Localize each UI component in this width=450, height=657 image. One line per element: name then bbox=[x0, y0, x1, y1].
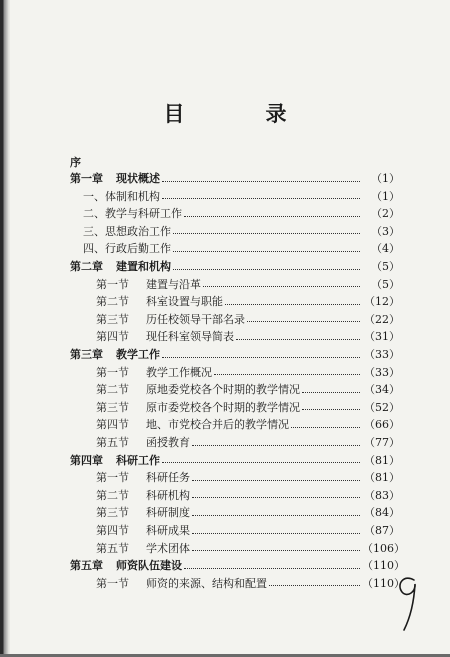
toc-entry-label bbox=[96, 293, 223, 309]
page-number: （31） bbox=[364, 330, 400, 344]
toc-entry-label bbox=[96, 328, 234, 344]
entry-title: 教学工作概况 bbox=[146, 365, 212, 379]
entry-title: 科研工作 bbox=[116, 453, 160, 467]
toc-entry-label bbox=[83, 240, 171, 256]
dot-leader bbox=[162, 173, 360, 182]
toc-section-row bbox=[96, 328, 400, 344]
page-number: （1） bbox=[371, 172, 400, 185]
entry-title: 师资的来源、结构和配置 bbox=[146, 576, 267, 590]
toc-entry-label bbox=[70, 170, 160, 186]
toc-section-row bbox=[96, 381, 400, 397]
chapter-number: 第四章 bbox=[70, 453, 103, 467]
dot-leader bbox=[225, 296, 360, 305]
entry-title: 函授教育 bbox=[146, 436, 190, 449]
page-number: （77） bbox=[364, 436, 400, 449]
page-number: （66） bbox=[364, 418, 400, 432]
page-number: （5） bbox=[371, 260, 400, 273]
toc-entry-label bbox=[96, 469, 190, 485]
dot-leader bbox=[192, 507, 360, 516]
entry-title: 原市委党校各个时期的教学情况 bbox=[146, 400, 300, 414]
toc-entry-label bbox=[96, 276, 201, 292]
entry-title: 教学工作 bbox=[116, 348, 160, 361]
dot-leader bbox=[184, 560, 360, 569]
entry-title: 师资队伍建设 bbox=[116, 559, 182, 573]
dot-leader bbox=[192, 489, 360, 498]
chapter-number: 第二章 bbox=[70, 260, 103, 273]
page-number: （34） bbox=[364, 383, 400, 397]
toc-section-row bbox=[96, 311, 400, 327]
toc-section-row bbox=[96, 416, 400, 432]
entry-title: 地、市党校合并后的教学情况 bbox=[146, 418, 289, 432]
dot-leader bbox=[192, 525, 360, 534]
dot-leader bbox=[203, 278, 360, 287]
toc-entry-label bbox=[96, 311, 245, 327]
section-number: 第二节 bbox=[96, 383, 129, 397]
dot-leader bbox=[192, 472, 360, 481]
toc-chapter-row bbox=[70, 258, 400, 274]
page-number: （5） bbox=[371, 277, 400, 291]
section-number: 第一节 bbox=[96, 365, 129, 379]
dot-leader bbox=[302, 384, 360, 393]
toc-section-row bbox=[96, 504, 400, 520]
dot-leader bbox=[192, 437, 360, 446]
page-number: （52） bbox=[364, 400, 400, 414]
toc-entry-label bbox=[70, 452, 160, 468]
entry-title: 科室设置与职能 bbox=[146, 295, 223, 309]
toc-entry-label bbox=[96, 487, 190, 503]
toc-chapter-row bbox=[70, 452, 400, 468]
page-number: （81） bbox=[364, 471, 400, 485]
entry-title: 历任校领导干部名录 bbox=[146, 312, 245, 326]
entry-title: 四、行政后勤工作 bbox=[83, 242, 171, 256]
dot-leader bbox=[184, 208, 360, 217]
page-number: （33） bbox=[364, 365, 400, 379]
toc-section-row bbox=[96, 540, 405, 556]
toc-preface bbox=[70, 154, 81, 170]
toc-entry-label bbox=[96, 504, 190, 520]
entry-title: 二、教学与科研工作 bbox=[83, 207, 182, 221]
dot-leader bbox=[173, 225, 360, 234]
page-number: （83） bbox=[364, 488, 400, 502]
toc-entry-label bbox=[96, 364, 212, 380]
toc-section-row bbox=[96, 276, 400, 292]
toc-entry-label bbox=[83, 188, 160, 204]
chapter-number: 第三章 bbox=[70, 348, 103, 361]
toc-entry-label bbox=[96, 434, 190, 450]
toc-section-row bbox=[96, 364, 400, 380]
entry-title: 学术团体 bbox=[146, 541, 190, 555]
toc-entry-label bbox=[96, 381, 300, 397]
toc-item-row bbox=[83, 223, 400, 239]
toc-entry-label bbox=[83, 205, 182, 221]
entry-title: 一、体制和机构 bbox=[83, 189, 160, 203]
page-number: （1） bbox=[371, 189, 400, 203]
toc-entry-label bbox=[83, 223, 171, 239]
chapter-number: 第一章 bbox=[70, 172, 103, 185]
entry-title: 科研任务 bbox=[146, 471, 190, 485]
section-number: 第三节 bbox=[96, 400, 129, 414]
dot-leader bbox=[162, 190, 360, 199]
chapter-number: 第五章 bbox=[70, 559, 103, 573]
toc-section-row bbox=[96, 522, 400, 538]
dot-leader bbox=[302, 401, 360, 410]
toc-entry-label bbox=[96, 399, 300, 415]
toc-entry-label bbox=[96, 416, 289, 432]
section-number: 第五节 bbox=[96, 541, 129, 555]
page-number: （81） bbox=[364, 453, 400, 467]
entry-title: 科研制度 bbox=[146, 506, 190, 520]
section-number: 第一节 bbox=[96, 471, 129, 485]
dot-leader bbox=[192, 542, 360, 551]
toc-section-row bbox=[96, 293, 400, 309]
dot-leader bbox=[162, 349, 360, 358]
section-number: 第四节 bbox=[96, 418, 129, 432]
section-number: 第一节 bbox=[96, 576, 129, 590]
dot-leader bbox=[214, 366, 360, 375]
toc-item-row bbox=[83, 240, 400, 256]
toc-entry-label bbox=[70, 258, 171, 274]
page-number: （110） bbox=[362, 576, 405, 590]
toc-item-row bbox=[83, 188, 400, 204]
dot-leader bbox=[291, 419, 360, 428]
toc-entry-label bbox=[70, 557, 182, 573]
toc-section-row bbox=[96, 399, 400, 415]
entry-title: 三、思想政治工作 bbox=[83, 224, 171, 238]
toc-entry-label bbox=[96, 575, 267, 591]
section-number: 第四节 bbox=[96, 330, 129, 344]
page-number: （87） bbox=[364, 524, 400, 537]
dot-leader bbox=[173, 243, 360, 252]
dot-leader bbox=[173, 261, 360, 270]
page-number: （4） bbox=[371, 242, 400, 256]
toc-item-row bbox=[83, 205, 400, 221]
section-number: 第二节 bbox=[96, 488, 129, 502]
toc-chapter-row bbox=[70, 557, 405, 573]
dot-leader bbox=[236, 331, 360, 340]
entry-title: 科研机构 bbox=[146, 488, 190, 502]
dot-leader bbox=[162, 454, 360, 463]
section-number: 第二节 bbox=[96, 295, 129, 309]
entry-title: 建置和机构 bbox=[116, 260, 171, 273]
entry-title: 建置与沿革 bbox=[146, 277, 201, 291]
section-number: 第四节 bbox=[96, 524, 129, 537]
preface-label: 序 bbox=[70, 156, 81, 169]
page-title: 目 录 bbox=[163, 101, 317, 126]
page-number: （22） bbox=[364, 312, 400, 326]
toc-entry-label bbox=[96, 540, 190, 556]
entry-title: 科研成果 bbox=[146, 524, 190, 537]
page-number: （106） bbox=[362, 541, 405, 555]
entry-title: 现状概述 bbox=[116, 172, 160, 185]
section-number: 第一节 bbox=[96, 277, 129, 291]
toc-section-row bbox=[96, 469, 400, 485]
page-number: （33） bbox=[364, 348, 400, 361]
page-number: （12） bbox=[364, 295, 400, 309]
page-number: （84） bbox=[364, 506, 400, 520]
toc-section-row bbox=[96, 434, 400, 450]
section-number: 第三节 bbox=[96, 506, 129, 520]
toc-chapter-row bbox=[70, 346, 400, 362]
entry-title: 现任科室领导简表 bbox=[146, 330, 234, 344]
section-number: 第五节 bbox=[96, 436, 129, 449]
toc-chapter-row bbox=[70, 170, 400, 186]
toc-entry-label bbox=[96, 522, 190, 538]
toc-section-row bbox=[96, 487, 400, 503]
toc-entry-label bbox=[70, 346, 160, 362]
entry-title: 原地委党校各个时期的教学情况 bbox=[146, 383, 300, 397]
page-number: （110） bbox=[362, 559, 405, 573]
dot-leader bbox=[247, 313, 360, 322]
handwritten-page-mark bbox=[392, 572, 426, 634]
section-number: 第三节 bbox=[96, 312, 129, 326]
dot-leader bbox=[269, 577, 360, 586]
page-number: （2） bbox=[371, 207, 400, 221]
toc-section-row bbox=[96, 575, 405, 591]
page-number: （3） bbox=[371, 224, 400, 238]
